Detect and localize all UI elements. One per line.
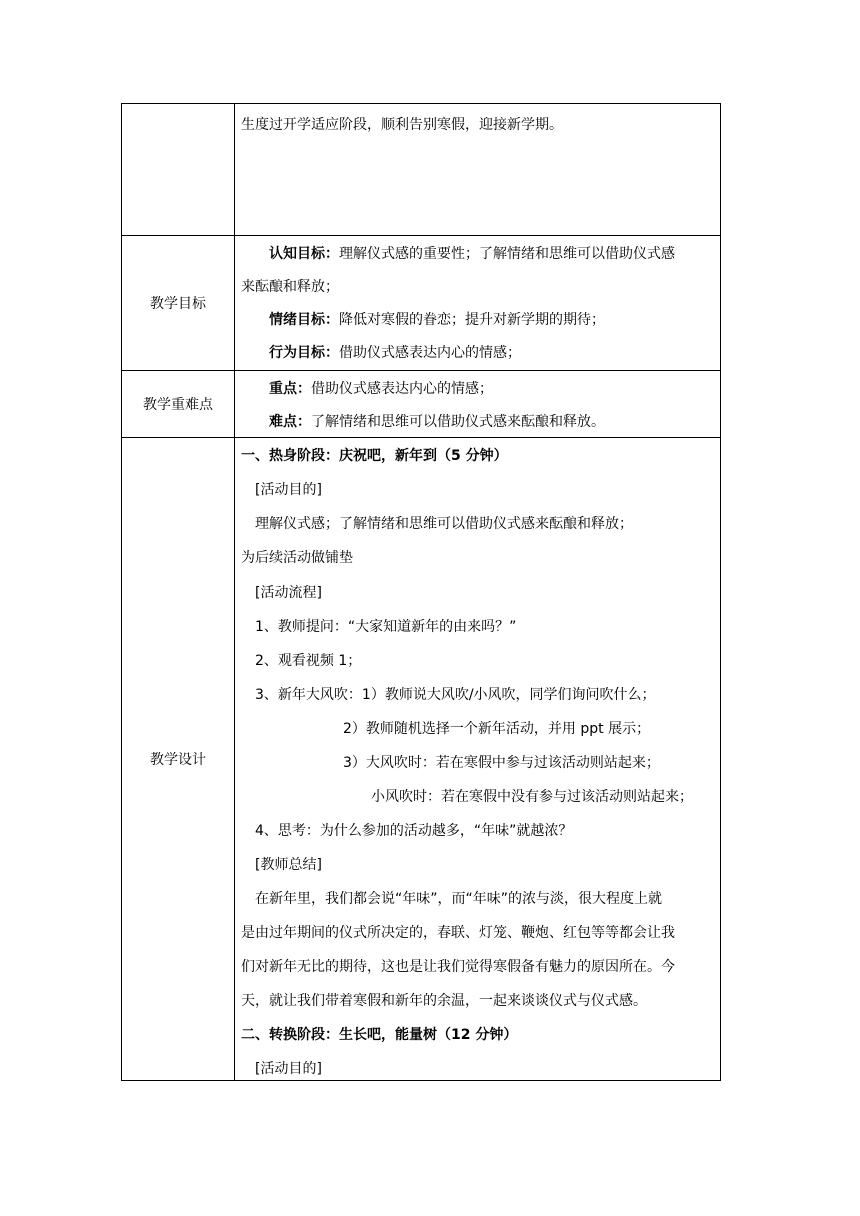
key-points-label: 教学重难点 [122, 371, 235, 437]
summary-tag: [教师总结] [255, 857, 322, 873]
emotional-title: 情绪目标： [269, 312, 339, 328]
objectives-label: 教学目标 [122, 236, 235, 370]
behavioral-text: 借助仪式感表达内心的情感； [339, 345, 521, 361]
flow-tag: [活动流程] [255, 585, 322, 601]
flow-step-2: 2、观看视频 1； [255, 653, 362, 669]
purpose-line-2: 为后续活动做铺垫 [241, 550, 353, 566]
summary-line-3: 们对新年无比的期待，这也是让我们觉得寒假备有魅力的原因所在。今 [241, 959, 675, 975]
intro-content [235, 104, 720, 235]
emotional-objective [269, 311, 605, 329]
objectives-content [235, 236, 720, 370]
key-title: 重点： [269, 381, 311, 397]
intro-label [122, 104, 235, 235]
purpose-line-1: 理解仪式感；了解情绪和思维可以借助仪式感来酝酿和释放； [255, 516, 633, 532]
key-point [269, 380, 493, 398]
design-row [122, 438, 720, 1080]
flow-step-3d: 小风吹时：若在寒假中没有参与过该活动则站起来； [371, 789, 693, 805]
difficult-point [269, 413, 605, 431]
flow-step-1: 1、教师提问：“大家知道新年的由来吗？” [255, 619, 517, 635]
purpose-tag-2: [活动目的] [255, 1061, 322, 1077]
stage-2-heading: 二、转换阶段：生长吧，能量树（12 分钟） [241, 1027, 518, 1043]
intro-line: 生度过开学适应阶段，顺利告别寒假，迎接新学期。 [241, 117, 563, 133]
design-content [235, 438, 720, 1080]
key-text: 借助仪式感表达内心的情感； [311, 381, 493, 397]
cognitive-objective [269, 245, 675, 263]
cognitive-title: 认知目标： [269, 246, 339, 262]
summary-line-2: 是由过年期间的仪式所决定的，春联、灯笼、鞭炮、红包等等都会让我 [241, 925, 675, 941]
objectives-row [122, 236, 720, 371]
intro-row [122, 104, 720, 236]
difficult-title: 难点： [269, 414, 311, 430]
flow-step-4: 4、思考：为什么参加的活动越多，“年味”就越浓？ [255, 823, 573, 839]
flow-step-3c: 3）大风吹时：若在寒假中参与过该活动则站起来； [343, 755, 660, 771]
behavioral-objective [269, 344, 521, 362]
lesson-plan-table [121, 103, 721, 1081]
flow-step-3b: 2）教师随机选择一个新年活动，并用 ppt 展示； [343, 721, 651, 737]
emotional-text: 降低对寒假的眷恋；提升对新学期的期待； [339, 312, 605, 328]
summary-line-4: 天，就让我们带着寒假和新年的余温，一起来谈谈仪式与仪式感。 [241, 993, 647, 1009]
stage-1-heading: 一、热身阶段：庆祝吧，新年到（5 分钟） [241, 448, 508, 464]
flow-step-3: 3、新年大风吹：1）教师说大风吹/小风吹，同学们询问吹什么； [255, 687, 656, 703]
purpose-tag: [活动目的] [255, 482, 322, 498]
cognitive-text-cont: 来酝酿和释放； [241, 279, 339, 295]
difficult-text: 了解情绪和思维可以借助仪式感来酝酿和释放。 [311, 414, 605, 430]
summary-line-1: 在新年里，我们都会说“年味”，而“年味”的浓与淡，很大程度上就 [255, 891, 663, 907]
design-label: 教学设计 [122, 438, 235, 1080]
cognitive-text: 理解仪式感的重要性；了解情绪和思维可以借助仪式感 [339, 246, 675, 262]
key-points-content [235, 371, 720, 437]
behavioral-title: 行为目标： [269, 345, 339, 361]
key-points-row [122, 371, 720, 438]
